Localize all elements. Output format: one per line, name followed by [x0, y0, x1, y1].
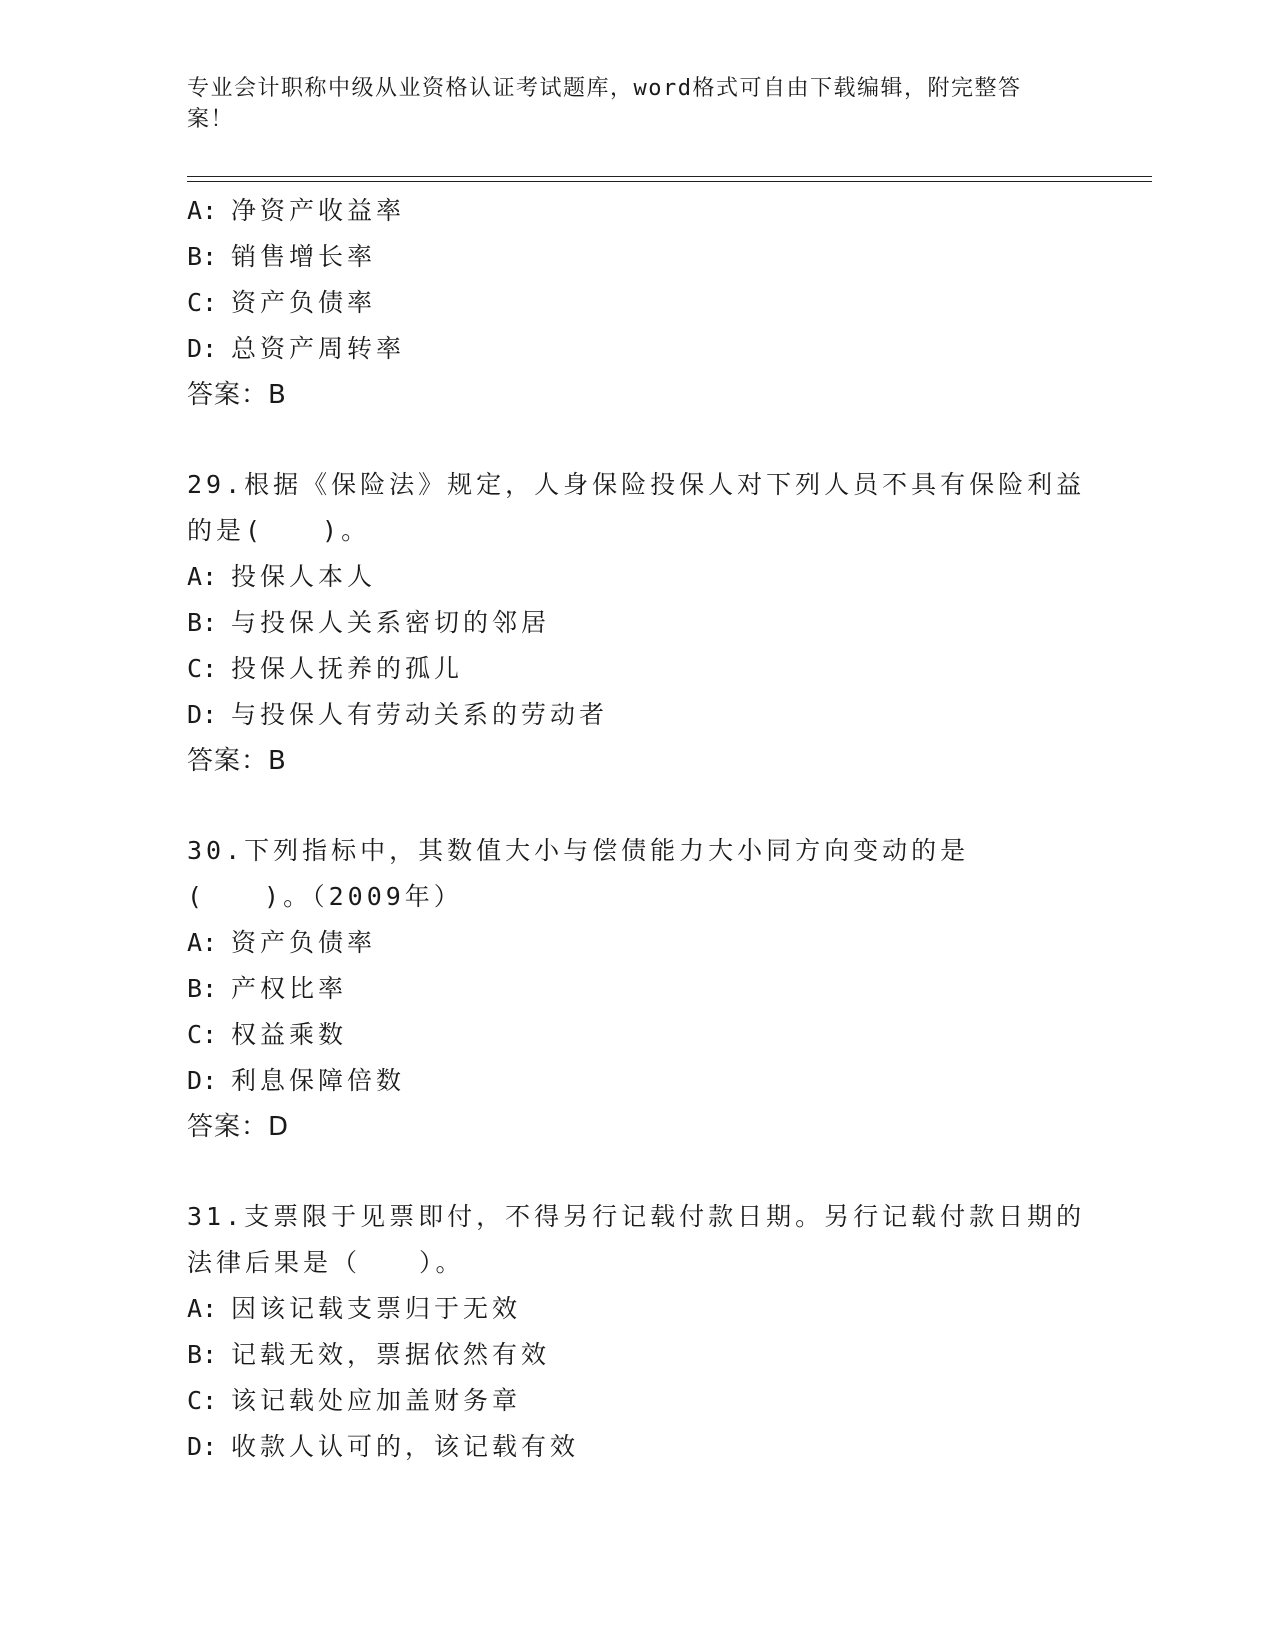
- question-block-28: [187, 188, 1087, 418]
- option-b: B: 产权比率: [187, 974, 348, 1003]
- option-b: B: 记载无效，票据依然有效: [187, 1340, 551, 1369]
- option-c: C: 权益乘数: [187, 1020, 348, 1049]
- question-block-31: [187, 1194, 1087, 1470]
- option-c: C: 投保人抚养的孤儿: [187, 654, 464, 683]
- option-a: A: 净资产收益率: [187, 196, 406, 225]
- question-content: [187, 188, 1087, 1470]
- option-d: D: 利息保障倍数: [187, 1066, 406, 1095]
- question-stem: 30.下列指标中，其数值大小与偿债能力大小同方向变动的是( )。（2009年）: [187, 836, 970, 911]
- header-rule-top: [187, 176, 1152, 177]
- option-a: A: 因该记载支票归于无效: [187, 1294, 522, 1323]
- question-stem: 31.支票限于见票即付，不得另行记载付款日期。另行记载付款日期的法律后果是（ ）。: [187, 1202, 1086, 1277]
- answer-line: 答案：D: [187, 1112, 290, 1142]
- option-b: B: 与投保人关系密切的邻居: [187, 608, 551, 637]
- document-header: 专业会计职称中级从业资格认证考试题库，word格式可自由下载编辑，附完整答案！: [187, 76, 1022, 132]
- header-rule-bottom: [187, 181, 1152, 182]
- option-c: C: 该记载处应加盖财务章: [187, 1386, 522, 1415]
- option-a: A: 资产负债率: [187, 928, 377, 957]
- option-c: C: 资产负债率: [187, 288, 377, 317]
- option-d: D: 与投保人有劳动关系的劳动者: [187, 700, 609, 729]
- question-block-29: [187, 462, 1087, 784]
- question-block-30: [187, 828, 1087, 1150]
- option-b: B: 销售增长率: [187, 242, 377, 271]
- question-stem: 29.根据《保险法》规定，人身保险投保人对下列人员不具有保险利益的是( )。: [187, 470, 1086, 545]
- answer-line: 答案：B: [187, 746, 287, 776]
- option-d: D: 总资产周转率: [187, 334, 406, 363]
- option-a: A: 投保人本人: [187, 562, 377, 591]
- answer-line: 答案：B: [187, 380, 287, 410]
- option-d: D: 收款人认可的，该记载有效: [187, 1432, 580, 1461]
